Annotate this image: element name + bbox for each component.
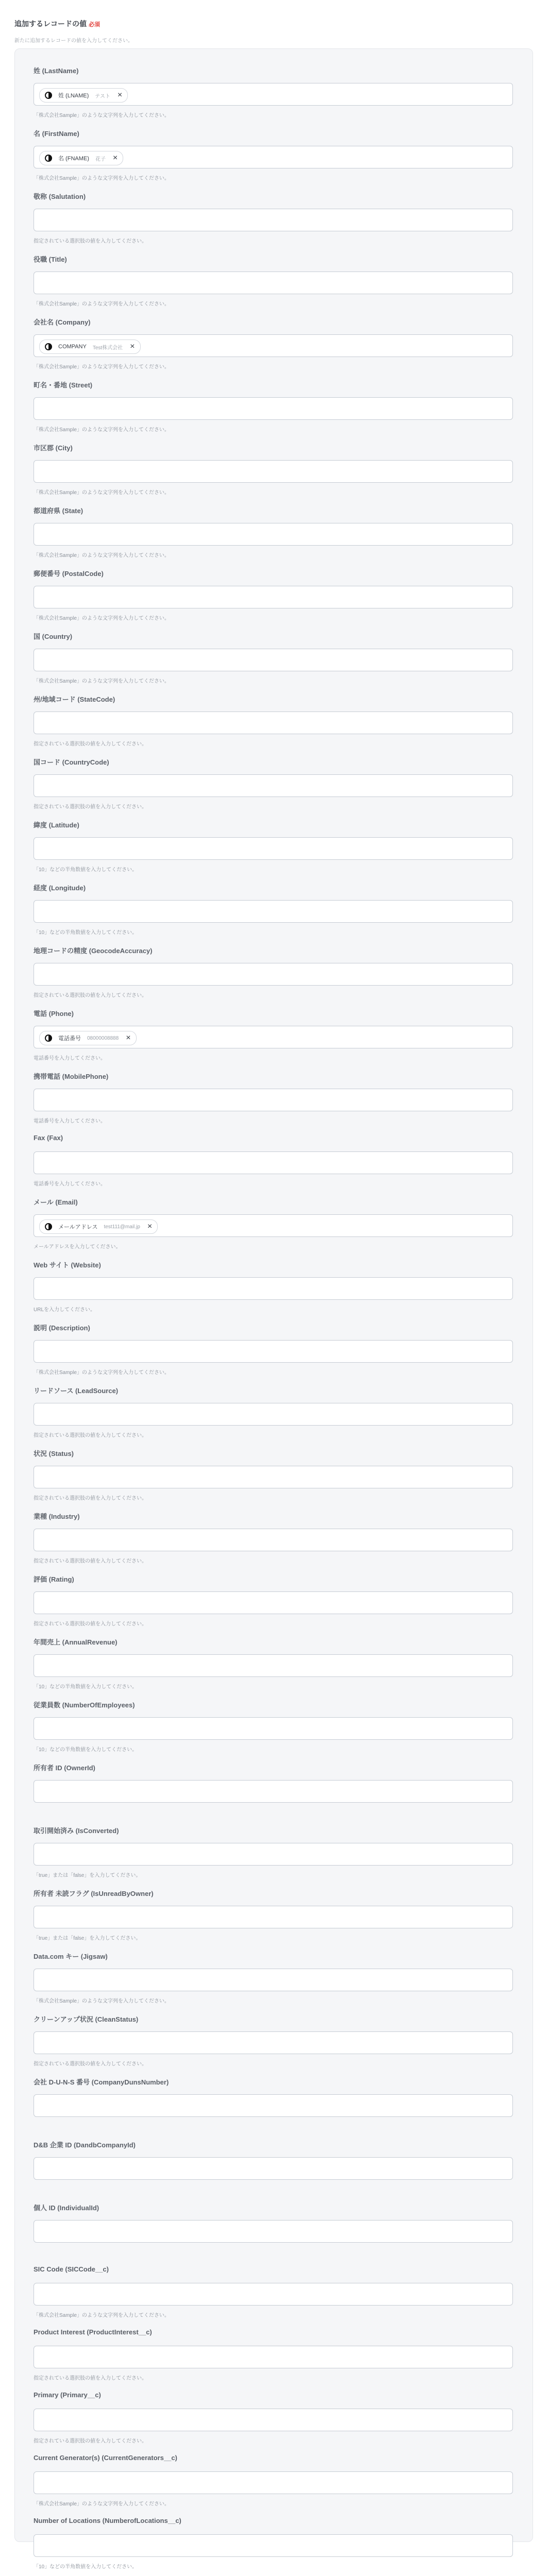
section-title-text: 追加するレコードの値 xyxy=(14,20,87,28)
section-subtitle: 新たに追加するレコードの値を入力してください。 xyxy=(14,38,133,44)
field-input[interactable] xyxy=(34,963,513,986)
field-label: Number of Locations (NumberofLocations__c) xyxy=(34,2517,181,2524)
variable-chip[interactable] xyxy=(39,340,141,354)
field-input[interactable] xyxy=(34,523,513,546)
field-help-text: 「10」などの半角数値を入力してください。 xyxy=(34,867,138,873)
field-help-text: 「10」などの半角数値を入力してください。 xyxy=(34,930,138,936)
field-help-text: 指定されている選択肢の値を入力してください。 xyxy=(34,804,147,810)
chip-label: メールアドレス xyxy=(58,1224,98,1230)
chip-value: Test株式会社 xyxy=(92,345,123,351)
field-input[interactable] xyxy=(34,1026,513,1048)
chip-value: 08000008888 xyxy=(87,1035,119,1041)
field-input[interactable] xyxy=(34,1843,513,1866)
field-input[interactable] xyxy=(34,1089,513,1111)
field-label: 名 (FirstName) xyxy=(34,130,79,138)
field-input[interactable] xyxy=(34,900,513,923)
salesforce-connector-icon xyxy=(45,1223,52,1230)
close-icon[interactable]: × xyxy=(147,1222,153,1231)
field-help-text: 「株式会社Sample」のような文字列を入力してください。 xyxy=(34,113,170,118)
field-input[interactable] xyxy=(34,334,513,357)
chip-label: 電話番号 xyxy=(58,1036,81,1042)
field-help-text: URLを入力してください。 xyxy=(34,1307,96,1313)
field-input[interactable] xyxy=(34,1717,513,1740)
field-help-text: 「株式会社Sample」のような文字列を入力してください。 xyxy=(34,1998,170,2004)
close-icon[interactable]: × xyxy=(126,1033,131,1042)
field-input[interactable] xyxy=(34,2157,513,2180)
field-label: 都道府県 (State) xyxy=(34,507,84,515)
field-help-text: 指定されている選択肢の値を入力してください。 xyxy=(34,2438,147,2444)
field-label: 経度 (Longitude) xyxy=(34,884,86,892)
field-label: 敬称 (Salutation) xyxy=(34,193,86,200)
field-help-text: 「true」または「false」を入力してください。 xyxy=(34,1873,141,1878)
field-input[interactable] xyxy=(34,2534,513,2557)
field-label: 会社 D-U-N-S 番号 (CompanyDunsNumber) xyxy=(34,2078,169,2086)
field-label: 業種 (Industry) xyxy=(34,1513,80,1520)
field-help-text: 「株式会社Sample」のような文字列を入力してください。 xyxy=(34,301,170,307)
field-input[interactable] xyxy=(34,460,513,483)
field-label: 州/地域コード (StateCode) xyxy=(34,696,115,703)
field-input[interactable] xyxy=(34,2094,513,2117)
field-label: 所有者 ID (OwnerId) xyxy=(34,1764,95,1772)
field-label: 年間売上 (AnnualRevenue) xyxy=(34,1638,118,1646)
field-input[interactable] xyxy=(34,711,513,734)
field-input[interactable] xyxy=(34,146,513,168)
field-label: Web サイト (Website) xyxy=(34,1261,101,1269)
field-input[interactable] xyxy=(34,774,513,797)
field-input[interactable] xyxy=(34,1529,513,1551)
variable-chip[interactable] xyxy=(39,151,123,165)
field-input[interactable] xyxy=(34,1780,513,1803)
field-label: 従業員数 (NumberOfEmployees) xyxy=(34,1701,135,1709)
field-input[interactable] xyxy=(34,2471,513,2494)
field-input[interactable] xyxy=(34,2031,513,2054)
field-input[interactable] xyxy=(34,2283,513,2306)
required-badge: 必須 xyxy=(89,22,100,28)
variable-chip[interactable] xyxy=(39,88,128,103)
field-label: 説明 (Description) xyxy=(34,1324,90,1332)
chip-value: test111@mail.jp xyxy=(104,1224,140,1230)
field-label: 評価 (Rating) xyxy=(34,1575,74,1583)
field-label: 個人 ID (IndividualId) xyxy=(34,2204,99,2212)
field-help-text: 電話番号を入力してください。 xyxy=(34,1118,106,1124)
field-input[interactable] xyxy=(34,1466,513,1488)
field-help-text: 指定されている選択肢の値を入力してください。 xyxy=(34,993,147,998)
field-label: 国 (Country) xyxy=(34,633,73,640)
field-help-text: 指定されている選択肢の値を入力してください。 xyxy=(34,239,147,244)
field-help-text: 「10」などの半角数値を入力してください。 xyxy=(34,1684,138,1690)
field-help-text: 指定されている選択肢の値を入力してください。 xyxy=(34,1496,147,1501)
field-label: メール (Email) xyxy=(34,1198,78,1206)
field-input[interactable] xyxy=(34,1340,513,1363)
field-help-text: 指定されている選択肢の値を入力してください。 xyxy=(34,1621,147,1627)
field-help-text: 指定されている選択肢の値を入力してください。 xyxy=(34,1558,147,1564)
field-help-text: 「株式会社Sample」のような文字列を入力してください。 xyxy=(34,679,170,684)
field-input[interactable] xyxy=(34,837,513,860)
field-label: 所有者 未読フラグ (IsUnreadByOwner) xyxy=(34,1890,154,1897)
field-label: 役職 (Title) xyxy=(34,256,67,263)
variable-chip[interactable] xyxy=(39,1031,137,1045)
field-input[interactable] xyxy=(34,1591,513,1614)
field-input[interactable] xyxy=(34,1906,513,1928)
chip-value: 花子 xyxy=(95,156,106,162)
field-label: リードソース (LeadSource) xyxy=(34,1387,119,1395)
field-label: 姓 (LastName) xyxy=(34,67,79,75)
field-help-text: 「10」などの半角数値を入力してください。 xyxy=(34,1747,138,1753)
field-input[interactable] xyxy=(34,1654,513,1677)
field-label: 国コード (CountryCode) xyxy=(34,758,109,766)
variable-chip[interactable] xyxy=(39,1219,158,1234)
field-label: 地理コードの精度 (GeocodeAccuracy) xyxy=(34,947,153,955)
field-help-text: 「株式会社Sample」のような文字列を入力してください。 xyxy=(34,2313,170,2318)
field-label: Fax (Fax) xyxy=(34,1134,63,1142)
field-input[interactable] xyxy=(34,83,513,106)
field-input[interactable] xyxy=(34,1151,513,1174)
field-label: 町名・番地 (Street) xyxy=(34,381,93,389)
field-help-text: 指定されている選択肢の値を入力してください。 xyxy=(34,2061,147,2067)
chip-label: 姓 (LNAME) xyxy=(58,93,89,99)
field-help-text: 電話番号を入力してください。 xyxy=(34,1056,106,1061)
field-help-text: 「株式会社Sample」のような文字列を入力してください。 xyxy=(34,1370,170,1376)
field-label: 市区郡 (City) xyxy=(34,444,73,452)
field-input[interactable] xyxy=(34,2346,513,2368)
field-help-text: メールアドレスを入力してください。 xyxy=(34,1244,121,1250)
field-help-text: 「株式会社Sample」のような文字列を入力してください。 xyxy=(34,616,170,621)
field-input[interactable] xyxy=(34,1277,513,1300)
field-help-text: 「株式会社Sample」のような文字列を入力してください。 xyxy=(34,2501,170,2507)
field-input[interactable] xyxy=(34,2220,513,2243)
chip-label: 名 (FNAME) xyxy=(58,156,89,162)
field-label: 電話 (Phone) xyxy=(34,1010,74,1018)
field-label: Product Interest (ProductInterest__c) xyxy=(34,2328,152,2336)
salesforce-connector-icon xyxy=(45,92,52,99)
field-label: 取引開始済み (IsConverted) xyxy=(34,1827,119,1835)
close-icon[interactable]: × xyxy=(130,342,135,351)
field-input[interactable] xyxy=(34,1214,513,1237)
chip-value: テスト xyxy=(95,93,110,99)
field-label: D&B 企業 ID (DandbCompanyId) xyxy=(34,2141,136,2149)
field-input[interactable] xyxy=(34,2409,513,2431)
field-label: 状況 (Status) xyxy=(34,1450,74,1458)
chip-label: COMPANY xyxy=(58,344,87,350)
section-title xyxy=(14,19,133,29)
field-input[interactable] xyxy=(34,397,513,420)
field-label: Primary (Primary__c) xyxy=(34,2391,101,2399)
field-help-text: 電話番号を入力してください。 xyxy=(34,1181,106,1187)
field-input[interactable] xyxy=(34,209,513,231)
field-help-text: 指定されている選択肢の値を入力してください。 xyxy=(34,1433,147,1438)
field-label: 郵便番号 (PostalCode) xyxy=(34,570,104,578)
salesforce-connector-icon xyxy=(45,1035,52,1042)
salesforce-connector-icon xyxy=(45,155,52,162)
field-input[interactable] xyxy=(34,586,513,608)
field-label: Data.com キー (Jigsaw) xyxy=(34,1953,108,1960)
field-help-text: 「10」などの半角数値を入力してください。 xyxy=(34,2564,138,2570)
field-help-text: 指定されている選択肢の値を入力してください。 xyxy=(34,741,147,747)
field-help-text: 「株式会社Sample」のような文字列を入力してください。 xyxy=(34,490,170,496)
field-input[interactable] xyxy=(34,649,513,671)
close-icon[interactable]: × xyxy=(112,154,118,162)
field-help-text: 「株式会社Sample」のような文字列を入力してください。 xyxy=(34,553,170,558)
field-input[interactable] xyxy=(34,1969,513,1991)
field-input[interactable] xyxy=(34,272,513,294)
section-header xyxy=(14,19,133,44)
field-label: 会社名 (Company) xyxy=(34,318,91,326)
field-label: Current Generator(s) (CurrentGenerators__c) xyxy=(34,2454,177,2462)
field-help-text: 指定されている選択肢の値を入力してください。 xyxy=(34,2376,147,2381)
salesforce-connector-icon xyxy=(45,343,52,350)
field-help-text: 「株式会社Sample」のような文字列を入力してください。 xyxy=(34,176,170,181)
field-label: 緯度 (Latitude) xyxy=(34,821,79,829)
field-input[interactable] xyxy=(34,1403,513,1426)
field-label: SIC Code (SICCode__c) xyxy=(34,2265,109,2273)
record-form-card xyxy=(14,48,533,2570)
field-help-text: 「true」または「false」を入力してください。 xyxy=(34,1936,141,1941)
field-help-text: 「株式会社Sample」のような文字列を入力してください。 xyxy=(34,427,170,433)
field-label: クリーンアップ状況 (CleanStatus) xyxy=(34,2015,139,2023)
close-icon[interactable]: × xyxy=(117,91,123,99)
field-help-text: 「株式会社Sample」のような文字列を入力してください。 xyxy=(34,364,170,370)
field-label: 携帯電話 (MobilePhone) xyxy=(34,1073,109,1080)
